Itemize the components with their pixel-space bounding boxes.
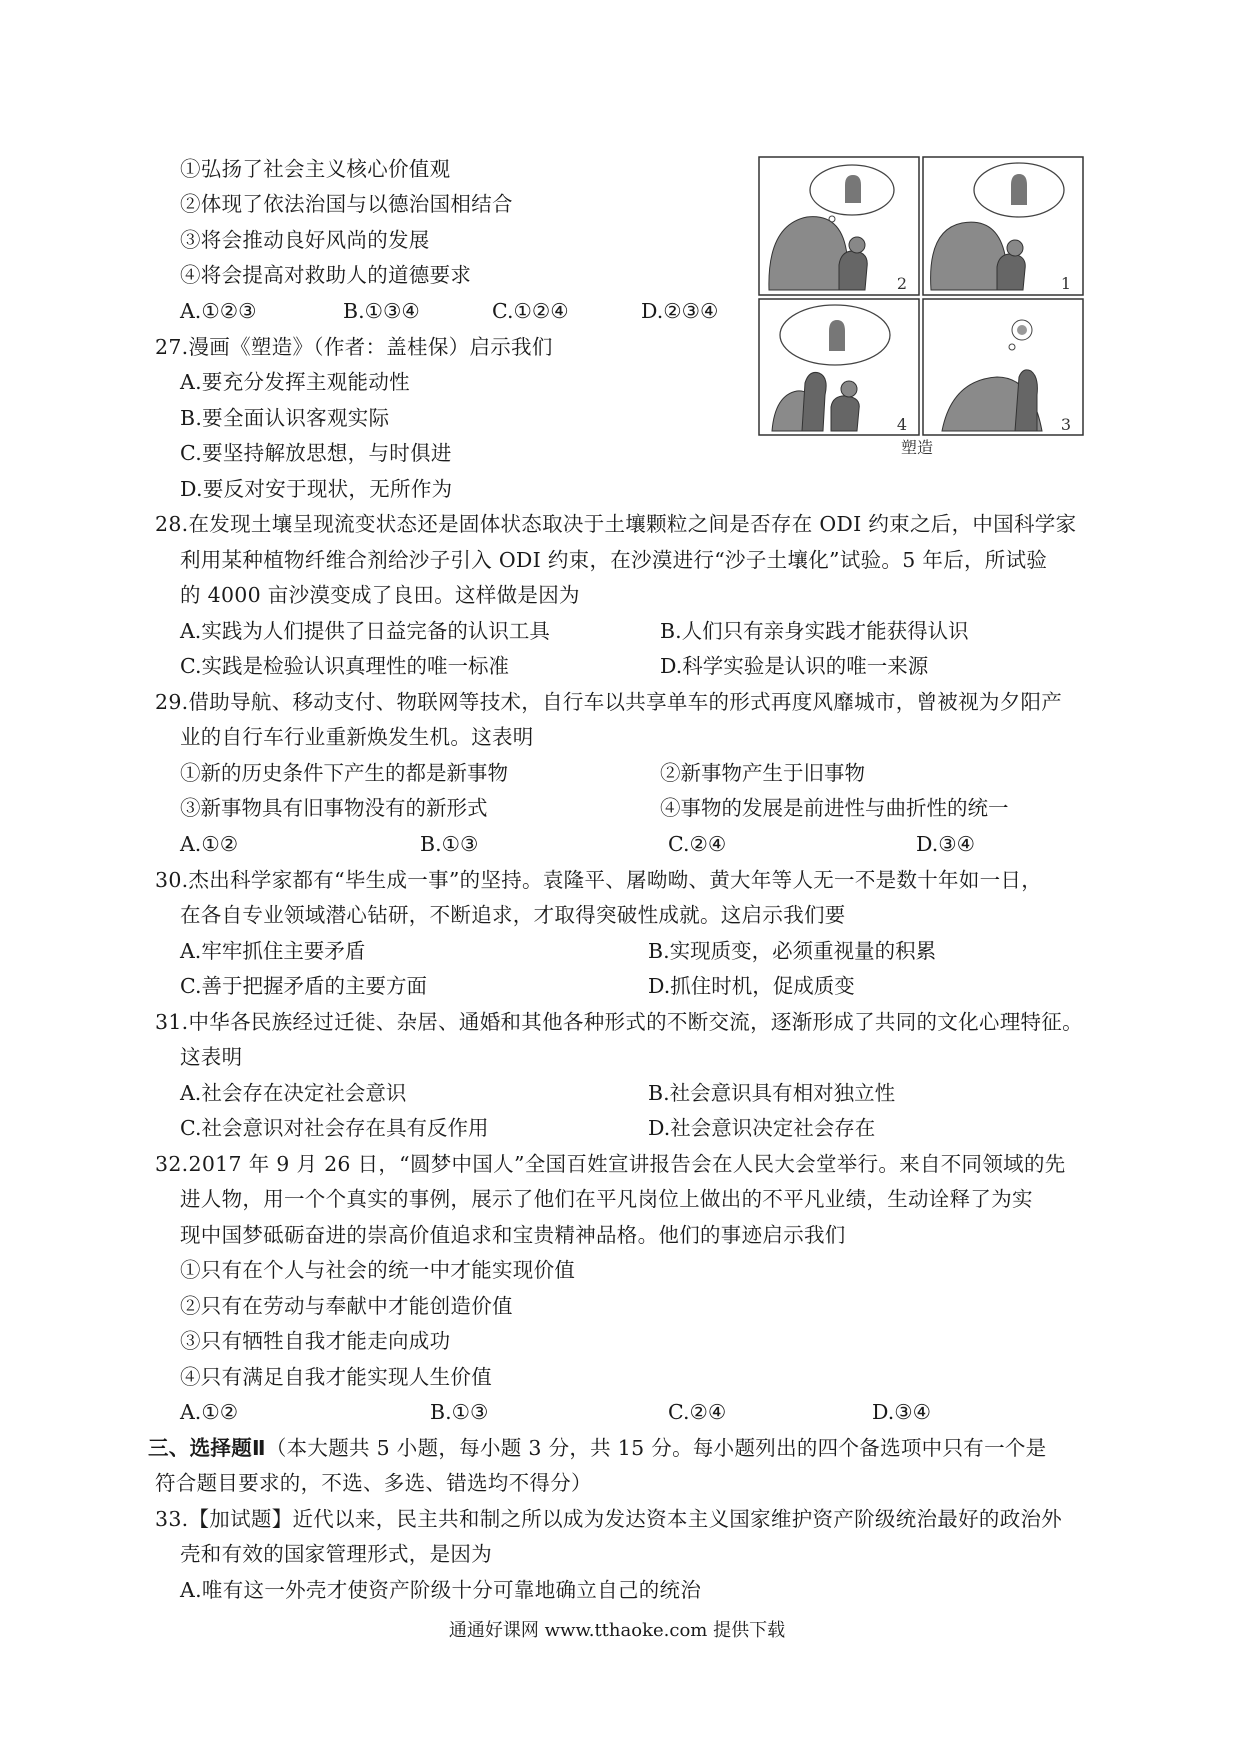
section-3-description: （本大题共 5 小题，每小题 3 分，共 15 分。每小题列出的四个备选项中只有一个是 — [265, 1436, 1047, 1460]
q32-option-a: A.①② — [180, 1400, 239, 1424]
q27-option-d: D.要反对安于现状，无所作为 — [180, 477, 453, 501]
q29-item-3: ③新事物具有旧事物没有的新形式 — [180, 796, 488, 820]
cartoon-panel-number-1: 1 — [1060, 274, 1072, 293]
q27-option-c: C.要坚持解放思想，与时俱进 — [180, 441, 452, 465]
section-3-heading — [148, 1434, 1046, 1462]
q27-option-a: A.要充分发挥主观能动性 — [180, 370, 410, 394]
q31-stem-line-1: 31.中华各民族经过迁徙、杂居、通婚和其他各种形式的不断交流，逐渐形成了共同的文化心理特征。 — [155, 1010, 1083, 1034]
q27-stem: 27.漫画《塑造》（作者：盖桂保）启示我们 — [155, 335, 553, 359]
q26-option-c: C.①②④ — [492, 299, 569, 323]
q29-item-2: ②新事物产生于旧事物 — [660, 761, 865, 785]
q29-option-c: C.②④ — [668, 832, 727, 856]
q27-option-b: B.要全面认识客观实际 — [180, 406, 390, 430]
q30-stem-line-2: 在各自专业领域潜心钻研，不断追求，才取得突破性成就。这启示我们要 — [180, 903, 846, 927]
q29-option-a: A.①② — [180, 832, 239, 856]
q32-item-2: ②只有在劳动与奉献中才能创造价值 — [180, 1294, 513, 1318]
q26-option-b: B.①③④ — [343, 299, 420, 323]
q28-option-b: B.人们只有亲身实践才能获得认识 — [660, 619, 969, 643]
q29-stem-line-2: 业的自行车行业重新焕发生机。这表明 — [180, 725, 534, 749]
q33-option-a: A.唯有这一外壳才使资产阶级十分可靠地确立自己的统治 — [180, 1578, 702, 1602]
q32-item-1: ①只有在个人与社会的统一中才能实现价值 — [180, 1258, 576, 1282]
q30-option-b: B.实现质变，必须重视量的积累 — [648, 939, 937, 963]
q29-stem-line-1: 29.借助导航、移动支付、物联网等技术，自行车以共享单车的形式再度风靡城市，曾被视为夕阳产 — [155, 690, 1063, 714]
section-3-description-line-2: 符合题目要求的，不选、多选、错选均不得分） — [155, 1471, 592, 1495]
q29-option-d: D.③④ — [916, 832, 975, 856]
q30-option-a: A.牢牢抓住主要矛盾 — [180, 939, 366, 963]
cartoon-panel-1-drawing — [769, 165, 894, 290]
q33-stem-line-2: 壳和有效的国家管理形式，是因为 — [180, 1542, 492, 1566]
cartoon-panel-number-4: 4 — [896, 415, 908, 434]
q28-option-d: D.科学实验是认识的唯一来源 — [660, 654, 929, 678]
q30-option-d: D.抓住时机，促成质变 — [648, 974, 855, 998]
q32-option-b: B.①③ — [430, 1400, 489, 1424]
cartoon-panel-2-drawing — [931, 163, 1064, 290]
q29-item-4: ④事物的发展是前进性与曲折性的统一 — [660, 796, 1009, 820]
q26-option-a: A.①②③ — [180, 299, 257, 323]
q32-stem-line-2: 进人物，用一个个真实的事例，展示了他们在平凡岗位上做出的不平凡业绩，生动诠释了为实 — [180, 1187, 1033, 1211]
q28-stem-line-1: 28.在发现土壤呈现流变状态还是固体状态取决于土壤颗粒之间是否存在 ODI 约束之后，中国科学家 — [155, 512, 1077, 536]
q28-stem-line-3: 的 4000 亩沙漠变成了良田。这样做是因为 — [180, 583, 580, 607]
q28-stem-line-2: 利用某种植物纤维合剂给沙子引入 ODI 约束，在沙漠进行“沙子土壤化”试验。5 年后，所试验 — [180, 548, 1048, 572]
q31-option-a: A.社会存在决定社会意识 — [180, 1081, 407, 1105]
q31-option-b: B.社会意识具有相对独立性 — [648, 1081, 896, 1105]
q30-option-c: C.善于把握矛盾的主要方面 — [180, 974, 427, 998]
q28-option-c: C.实践是检验认识真理性的唯一标准 — [180, 654, 509, 678]
cartoon-caption: 塑造 — [900, 438, 934, 457]
section-3-title: 三、选择题Ⅱ — [148, 1436, 266, 1460]
q32-item-4: ④只有满足自我才能实现人生价值 — [180, 1365, 492, 1389]
q30-stem-line-1: 30.杰出科学家都有“毕生成一事”的坚持。袁隆平、屠呦呦、黄大年等人无一不是数十年如一日， — [155, 868, 1043, 892]
cartoon-panel-4-drawing — [942, 320, 1042, 431]
cartoon-panel-number-2: 2 — [896, 274, 908, 293]
cartoon-panel-number-3: 3 — [1060, 415, 1072, 434]
q26-option-d: D.②③④ — [641, 299, 719, 323]
cartoon-panel-3-drawing — [772, 305, 890, 431]
q26-item-3: ③将会推动良好风尚的发展 — [180, 228, 430, 252]
q29-option-b: B.①③ — [420, 832, 479, 856]
q31-option-c: C.社会意识对社会存在具有反作用 — [180, 1116, 489, 1140]
q26-item-1: ①弘扬了社会主义核心价值观 — [180, 157, 451, 181]
q26-item-4: ④将会提高对救助人的道德要求 — [180, 263, 472, 287]
q33-stem-line-1: 33.【加试题】近代以来，民主共和制之所以成为发达资本主义国家维护资产阶级统治最好的政治外 — [155, 1507, 1063, 1531]
q32-stem-line-3: 现中国梦砥砺奋进的崇高价值追求和宝贵精神品格。他们的事迹启示我们 — [180, 1223, 846, 1247]
q32-stem-line-1: 32.2017 年 9 月 26 日，“圆梦中国人”全国百姓宣讲报告会在人民大会堂举行。来自不同领域的先 — [155, 1152, 1066, 1176]
q32-option-c: C.②④ — [668, 1400, 727, 1424]
sculpting-cartoon-image — [757, 155, 1087, 457]
q26-item-2: ②体现了依法治国与以德治国相结合 — [180, 192, 513, 216]
page-footer: 通通好课网 www.tthaoke.com 提供下载 — [448, 1620, 786, 1641]
q31-option-d: D.社会意识决定社会存在 — [648, 1116, 876, 1140]
q31-stem-line-2: 这表明 — [180, 1045, 243, 1069]
q28-option-a: A.实践为人们提供了日益完备的认识工具 — [180, 619, 550, 643]
q32-option-d: D.③④ — [872, 1400, 931, 1424]
q32-item-3: ③只有牺牲自我才能走向成功 — [180, 1329, 451, 1353]
q29-item-1: ①新的历史条件下产生的都是新事物 — [180, 761, 508, 785]
